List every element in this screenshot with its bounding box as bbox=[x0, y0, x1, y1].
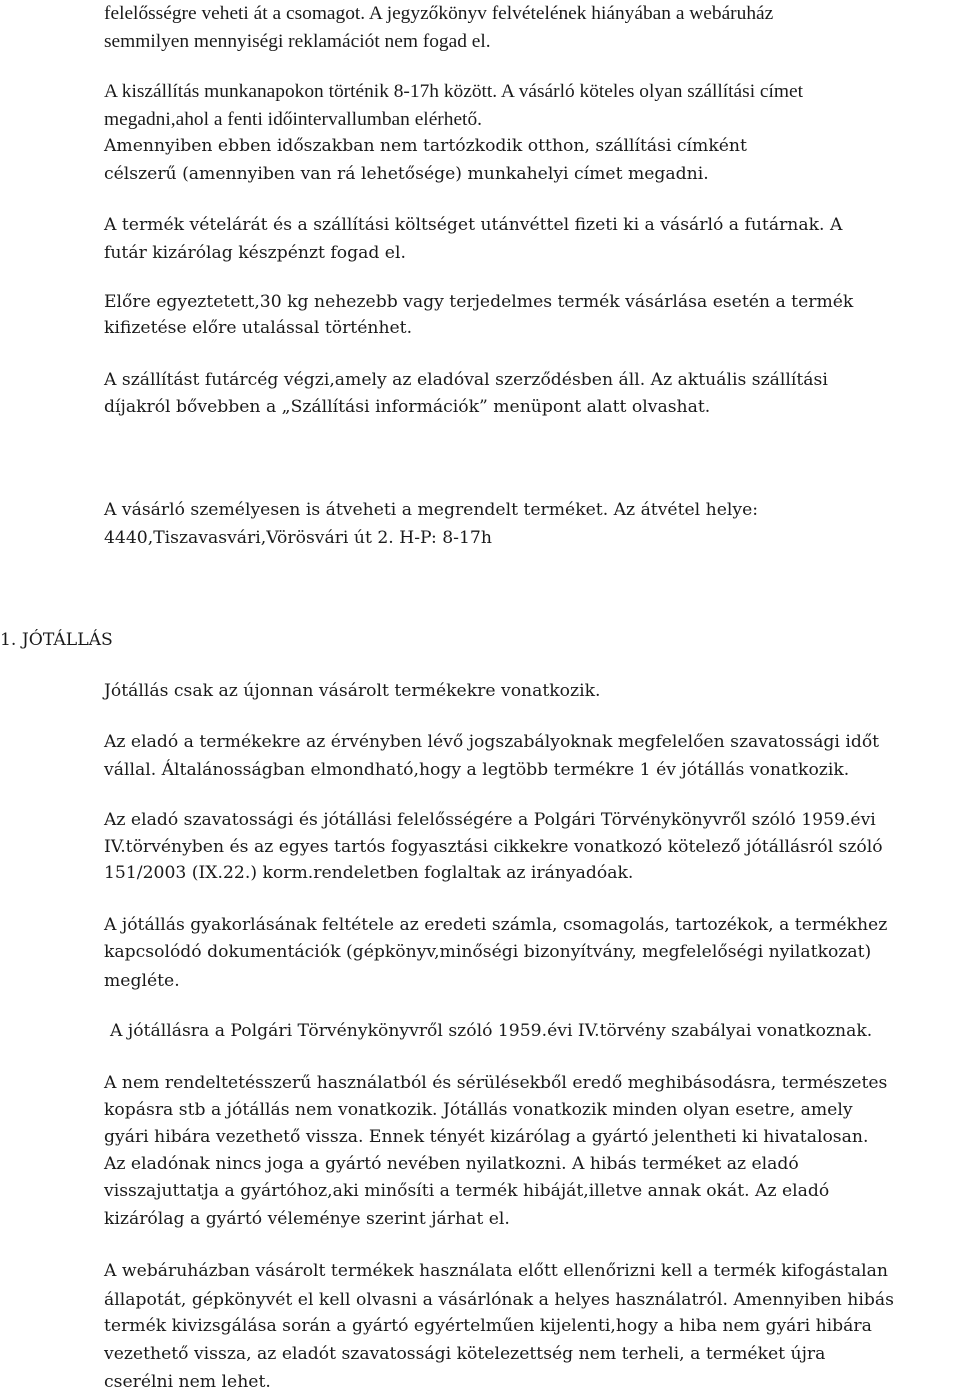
text-line: díjakról bővebben a „Szállítási információk” menüpont alatt olvashat. bbox=[104, 397, 711, 417]
text-line: felelősségre veheti át a csomagot. A jegyzőkönyv felvételének hiányában a webáruház bbox=[104, 3, 774, 24]
text-line: vezethető vissza, az eladót szavatossági kötelezettség nem terheli, a terméket újra bbox=[104, 1344, 826, 1364]
text-line: megléte. bbox=[104, 971, 180, 991]
text-line: visszajuttatja a gyártóhoz,aki minősíti a termék hibáját,illetve annak okát. Az eladó bbox=[104, 1181, 830, 1201]
text-line: cserélni nem lehet. bbox=[104, 1372, 271, 1392]
text-line: vállal. Általánosságban elmondható,hogy a legtöbb termékre 1 év jótállás vonatkozik. bbox=[104, 760, 850, 780]
text-line: gyári hibára vezethető vissza. Ennek tényét kizárólag a gyártó jelentheti ki hivatalosan. bbox=[104, 1127, 869, 1147]
text-line: 4440,Tiszavasvári,Vörösvári út 2. H-P: 8-17h bbox=[104, 528, 492, 548]
text-line: Az eladó a termékekre az érvényben lévő jogszabályoknak megfelelően szavatossági időt bbox=[104, 732, 880, 752]
text-line: megadni,ahol a fenti időintervallumban elérhető. bbox=[104, 109, 482, 130]
text-line: semmilyen mennyiségi reklamációt nem fogad el. bbox=[104, 31, 491, 52]
text-line: futár kizárólag készpénzt fogad el. bbox=[104, 243, 406, 263]
text-line: A jótállásra a Polgári Törvénykönyvről szóló 1959.évi IV.törvény szabályai vonatkoznak. bbox=[110, 1021, 873, 1041]
text-line: A termék vételárát és a szállítási költséget utánvéttel fizeti ki a vásárló a futárnak. A bbox=[104, 215, 843, 235]
text-line: Előre egyeztetett,30 kg nehezebb vagy terjedelmes termék vásárlása esetén a termék bbox=[104, 292, 854, 312]
text-line: A szállítást futárcég végzi,amely az eladóval szerződésben áll. Az aktuális szállítási bbox=[104, 370, 828, 390]
text-line: Jótállás csak az újonnan vásárolt termékekre vonatkozik. bbox=[104, 681, 601, 701]
text-line: A jótállás gyakorlásának feltétele az eredeti számla, csomagolás, tartozékok, a termékhez bbox=[104, 915, 888, 935]
text-line: Az eladó szavatossági és jótállási felelősségére a Polgári Törvénykönyvről szóló 1959.évi bbox=[104, 810, 876, 830]
text-line: A webáruházban vásárolt termékek használata előtt ellenőrizni kell a termék kifogástalan bbox=[104, 1261, 888, 1281]
text-line: célszerű (amennyiben van rá lehetősége) munkahelyi címet megadni. bbox=[104, 164, 709, 184]
text-line: A nem rendeltetésszerű használatból és sérülésekből eredő meghibásodásra, természetes bbox=[104, 1073, 888, 1093]
text-line: kizárólag a gyártó véleménye szerint járhat el. bbox=[104, 1209, 510, 1229]
text-line: 151/2003 (IX.22.) korm.rendeletben foglaltak az irányadóak. bbox=[104, 863, 634, 883]
text-line: IV.törvényben és az egyes tartós fogyasztási cikkekre vonatkozó kötelező jótállásról szóló bbox=[104, 837, 883, 857]
text-line: állapotát, gépkönyvét el kell olvasni a vásárlónak a helyes használatról. Amennyiben hibás bbox=[104, 1290, 894, 1310]
text-line: kifizetése előre utalással történhet. bbox=[104, 318, 413, 338]
text-line: A vásárló személyesen is átveheti a megrendelt terméket. Az átvétel helye: bbox=[104, 500, 759, 520]
text-line: Az eladónak nincs joga a gyártó nevében nyilatkozni. A hibás terméket az eladó bbox=[104, 1154, 799, 1174]
section-heading: 1. JÓTÁLLÁS bbox=[0, 630, 113, 650]
text-line: A kiszállítás munkanapokon történik 8-17h között. A vásárló köteles olyan szállítási címet bbox=[104, 81, 803, 102]
text-line: kapcsolódó dokumentációk (gépkönyv,minőségi bizonyítvány, megfelelőségi nyilatkozat) bbox=[104, 942, 872, 962]
text-line: Amennyiben ebben időszakban nem tartózkodik otthon, szállítási címként bbox=[104, 136, 747, 156]
text-line: kopásra stb a jótállás nem vonatkozik. Jótállás vonatkozik minden olyan esetre, amely bbox=[104, 1100, 853, 1120]
text-line: termék kivizsgálása során a gyártó egyértelműen kijelenti,hogy a hiba nem gyári hibára bbox=[104, 1316, 872, 1336]
